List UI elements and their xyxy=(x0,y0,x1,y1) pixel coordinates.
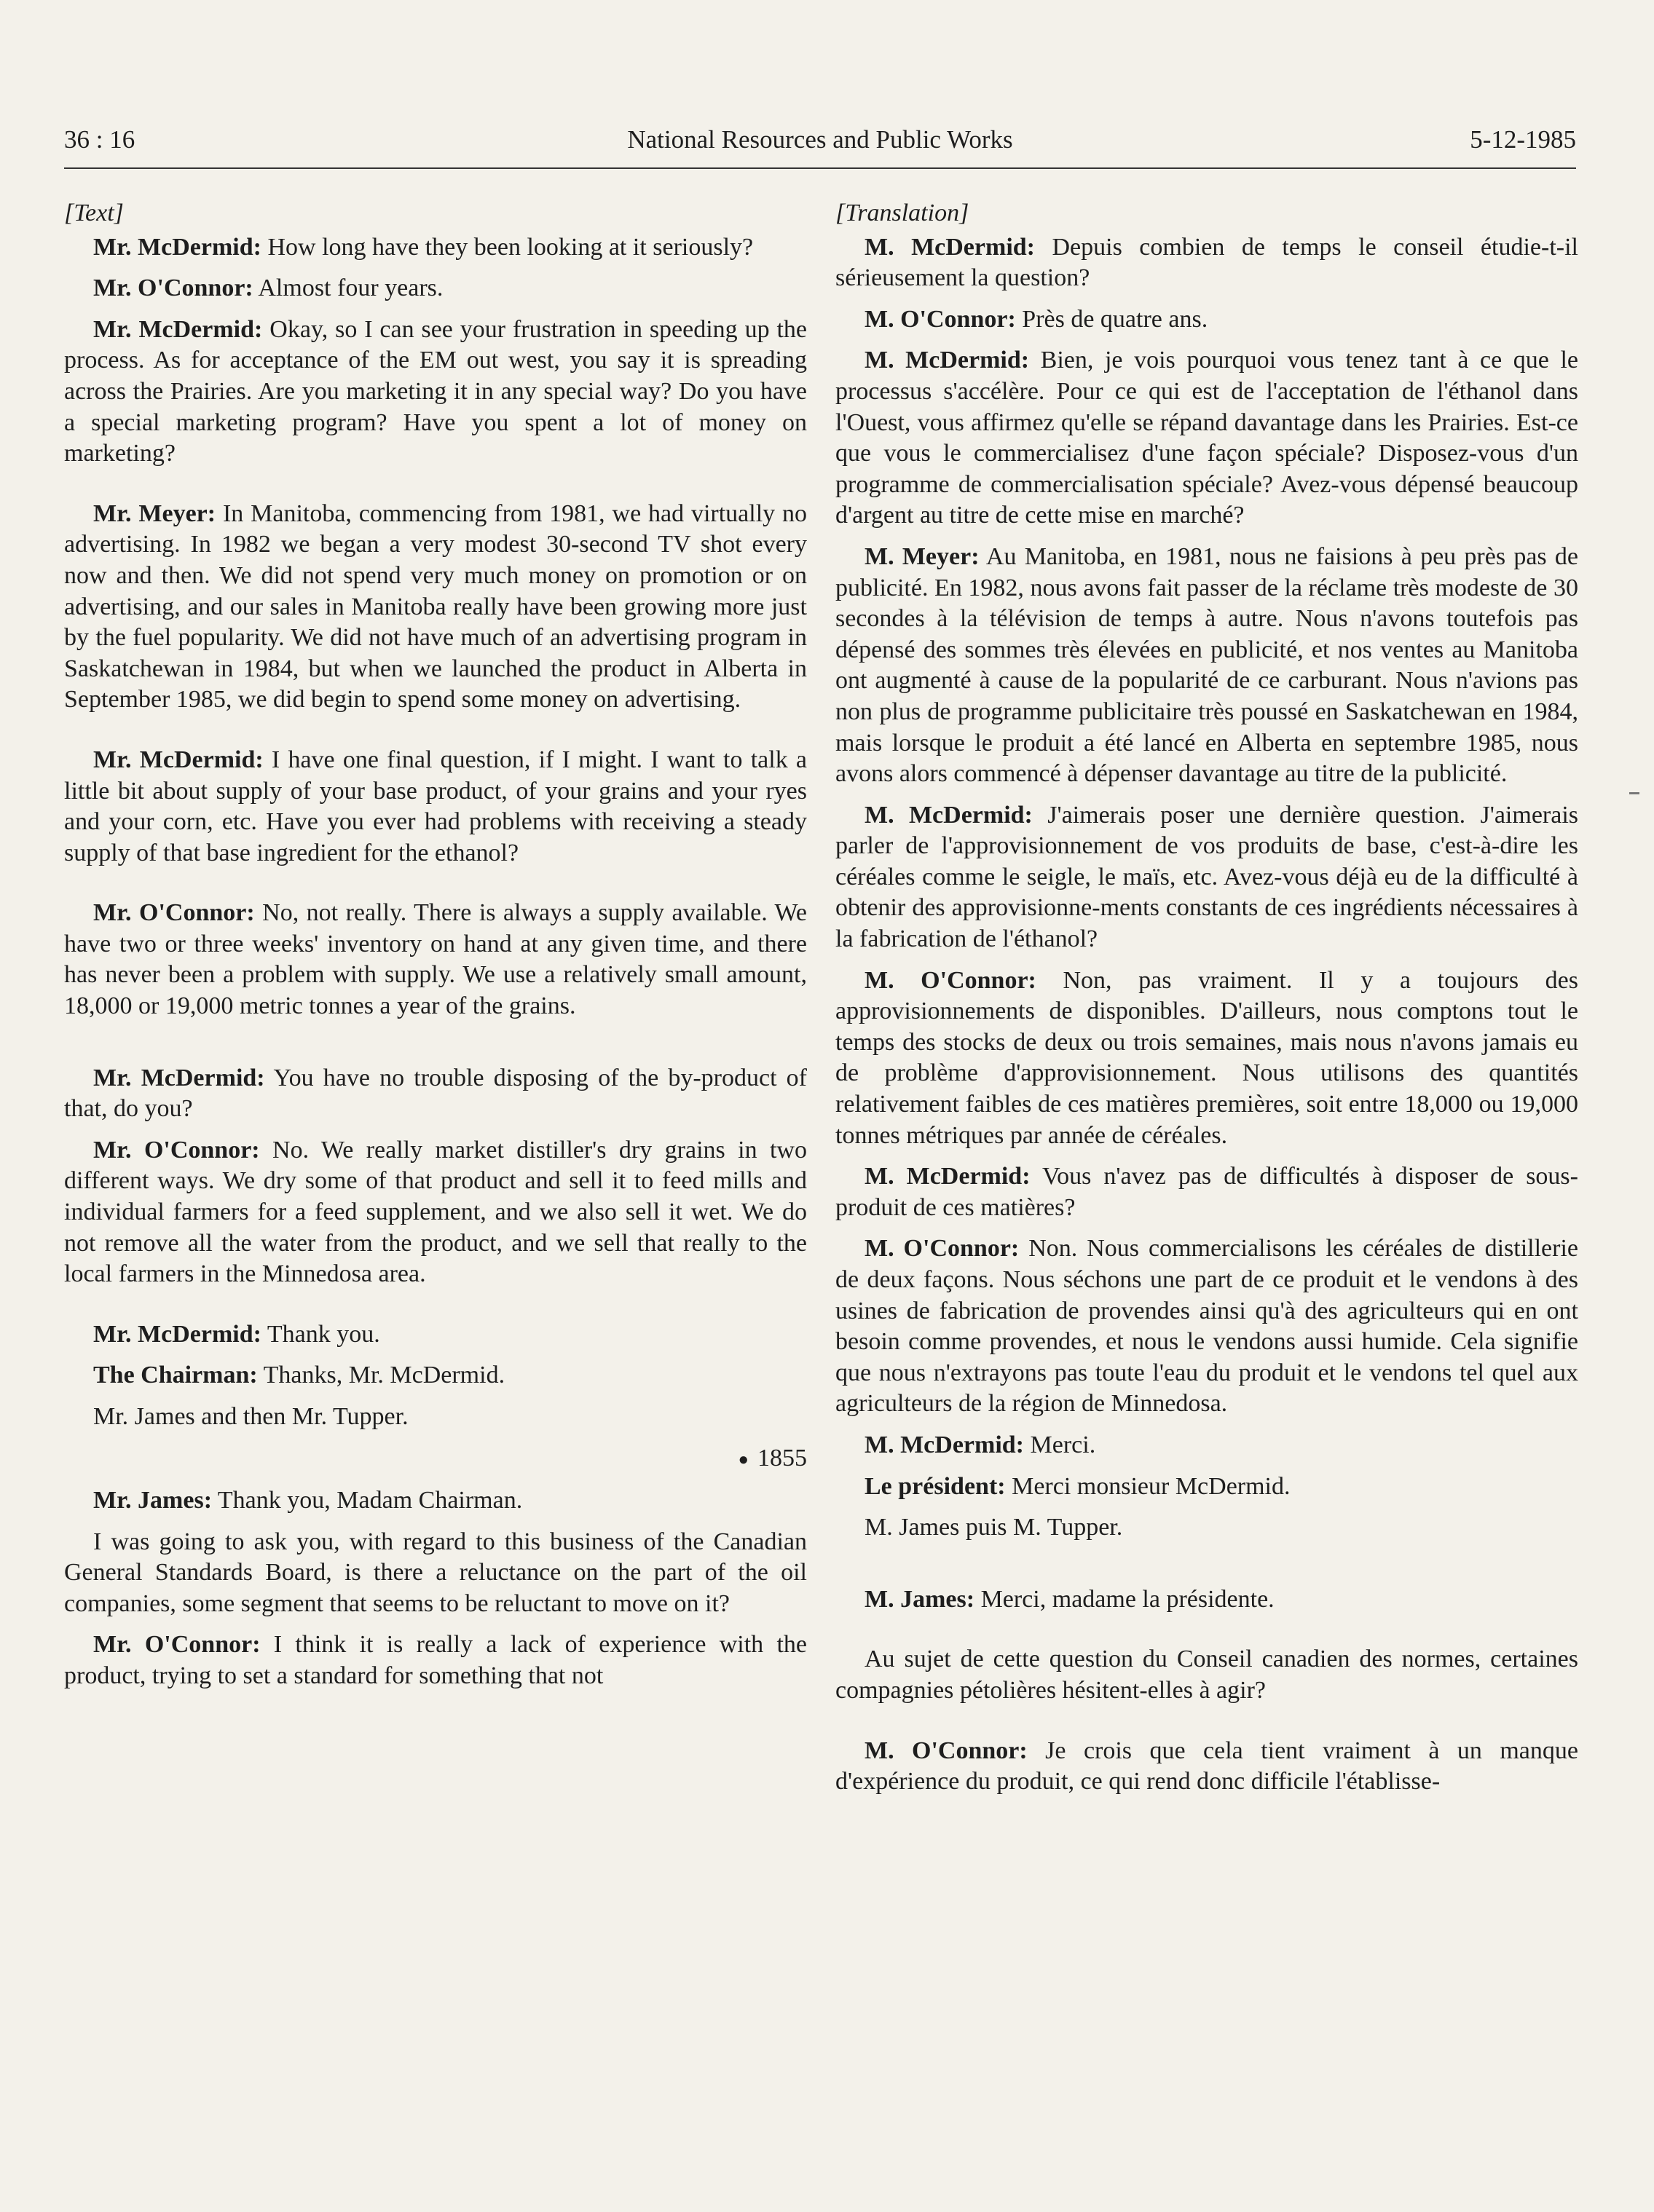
speaker-name: Mr. McDermid: xyxy=(93,1064,265,1091)
speech-text: Depuis combien de temps le conseil étudie-t-il sérieusement la question? xyxy=(835,233,1578,292)
transcript-paragraph xyxy=(835,232,1578,294)
speaker-name: Mr. O'Connor: xyxy=(93,1631,261,1659)
transcript-paragraph xyxy=(64,1135,807,1290)
transcript-paragraph xyxy=(64,1319,807,1351)
committee-title: National Resources and Public Works xyxy=(627,125,1013,154)
speaker-name: Mr. McDermid: xyxy=(93,315,263,343)
speech-text: I have one final question, if I might. I want to talk a little bit about supply of your base product, of your grains and your ryes and your corn, etc. Have you ever had problems with receiving a steady supply of that base ingredient for the ethanol? xyxy=(64,746,807,866)
speech-text: Au sujet de cette question du Conseil canadien des normes, certaines compagnies pétolières hésitent-elles à agir? xyxy=(835,1646,1578,1704)
transcript-paragraph xyxy=(835,345,1578,532)
transcript-paragraph xyxy=(64,898,807,1022)
speaker-name: Mr. McDermid: xyxy=(93,746,264,773)
translation-tag: [Translation] xyxy=(835,200,969,226)
speaker-name: Mr. James: xyxy=(93,1487,213,1514)
speech-text: Thanks, Mr. McDermid. xyxy=(257,1362,505,1389)
speech-text: Près de quatre ans. xyxy=(1015,305,1208,333)
transcript-paragraph xyxy=(835,1644,1578,1706)
speaker-name: M. O'Connor: xyxy=(865,966,1036,994)
transcript-paragraph xyxy=(835,800,1578,955)
speech-text: Vous n'avez pas de difficultés à disposer de sous-produit de ces matières? xyxy=(835,1163,1578,1221)
page-header xyxy=(64,125,1576,166)
speech-text: Mr. James and then Mr. Tupper. xyxy=(93,1403,409,1430)
speaker-name: M. McDermid: xyxy=(865,1163,1031,1190)
transcript-paragraph xyxy=(64,1527,807,1620)
page-date: 5-12-1985 xyxy=(1470,125,1576,154)
transcript-paragraph xyxy=(64,1063,807,1125)
speech-text: You have no trouble disposing of the by-product of that, do you? xyxy=(64,1064,807,1123)
speaker-name: Mr. O'Connor: xyxy=(93,899,255,927)
speaker-name: Mr. McDermid: xyxy=(93,233,261,261)
transcript-paragraph xyxy=(835,542,1578,790)
speaker-name: The Chairman: xyxy=(93,1362,258,1389)
speech-text: Okay, so I can see your frustration in speeding up the process. As for acceptance of the EM out west, you say it is spreading across the Prairies. Are you marketing it in any special way? Do you have a special marketing program? Have you spent a lot of money on marketing? xyxy=(64,315,807,467)
transcript-paragraph xyxy=(64,232,807,264)
transcript-paragraph xyxy=(835,1233,1578,1420)
header-rule xyxy=(64,167,1576,169)
transcript-paragraph xyxy=(64,745,807,869)
speech-text: Thank you, Madam Chairman. xyxy=(212,1487,523,1514)
bullet-icon: ● xyxy=(738,1450,749,1469)
transcript-paragraph xyxy=(64,499,807,716)
speaker-name: Mr. O'Connor: xyxy=(93,1136,260,1164)
speaker-name: Mr. McDermid: xyxy=(93,1320,261,1348)
transcript-paragraph xyxy=(64,273,807,304)
time-marker xyxy=(64,1443,807,1476)
speaker-name: Mr. Meyer: xyxy=(93,499,216,527)
speech-text: No, not really. There is always a supply available. We have two or three weeks' inventory on hand at any given time, and there has never been a problem with supply. We use a relatively small amount, 18,000 or 19,000 metric tonnes a year of the grains. xyxy=(64,899,807,1020)
transcript-paragraph xyxy=(835,1430,1578,1461)
french-column xyxy=(835,198,1578,1808)
speaker-name: M. Meyer: xyxy=(865,542,980,570)
transcript-paragraph xyxy=(835,1161,1578,1223)
time-value: 1855 xyxy=(757,1444,807,1472)
speech-text: Non, pas vraiment. Il y a toujours des approvisionnements de disponibles. D'ailleurs, nous comptons tout le temps des stocks de deux ou trois semaines, mais nous n'avons jamais eu de problème d'approvisionnement. Nous utilisons des quantités relativement faibles de ces matières premières, soit entre 18,000 ou 19,000 tonnes métriques par année de céréales. xyxy=(835,966,1578,1149)
speech-text: J'aimerais poser une dernière question. J'aimerais parler de l'approvisionnement de vos produits de base, c'est-à-dire les céréales comme le seigle, le maïs, etc. Avez-vous déjà eu de la difficulté à obtenir des approvisionne-ments constants de ces ingrédients nécessaires à la fabrication de l'éthanol? xyxy=(835,801,1578,953)
page-number: 36 : 16 xyxy=(64,125,135,154)
transcript-paragraph xyxy=(64,1630,807,1691)
transcript-paragraph xyxy=(835,304,1578,336)
speech-text: Thank you. xyxy=(261,1320,380,1348)
speaker-name: M. McDermid: xyxy=(865,801,1033,829)
transcript-paragraph xyxy=(64,1402,807,1433)
speech-text: No. We really market distiller's dry grains in two different ways. We dry some of that product and sell it to feed mills and individual farmers for a feed supplement, and we also sell it wet. We do not remove all the water from the product, and we sell that really to the local farmers in the Minnedosa area. xyxy=(64,1136,807,1288)
speaker-name: Mr. O'Connor: xyxy=(93,274,253,302)
speech-text: Merci monsieur McDermid. xyxy=(1005,1472,1291,1500)
speech-text: I was going to ask you, with regard to this business of the Canadian General Standards Board, is there a reluctance on the part of the oil companies, some segment that seems to be reluctant to move on it? xyxy=(64,1528,807,1617)
margin-mark xyxy=(1629,792,1639,794)
text-tag: [Text] xyxy=(64,200,124,226)
transcript-paragraph xyxy=(64,1485,807,1517)
speech-text: Merci. xyxy=(1024,1431,1096,1458)
speech-text: How long have they been looking at it seriously? xyxy=(261,233,754,261)
speaker-name: M. McDermid: xyxy=(865,233,1035,261)
transcript-paragraph xyxy=(64,315,807,470)
transcript-paragraph xyxy=(835,1512,1578,1544)
speech-text: M. James puis M. Tupper. xyxy=(865,1514,1123,1541)
speaker-name: Le président: xyxy=(865,1472,1006,1500)
speaker-name: M. O'Connor: xyxy=(865,1235,1020,1263)
speech-text: Non. Nous commercialisons les céréales de distillerie de deux façons. Nous séchons une part de ce produit et le vendons à des usines de fabrication de provendes ainsi qu'à des agriculteurs qui en ont besoin comme provendes, et nous le vendons aussi humide. Cela signifie que nous n'extrayons pas toute l'eau du produit et le vendons tel quel aux agriculteurs de la région de Minnedosa. xyxy=(835,1235,1578,1418)
speech-text: In Manitoba, commencing from 1981, we had virtually no advertising. In 1982 we began a very modest 30-second TV shot every now and then. We did not spend very much money on promotion or on advertising, and our sales in Manitoba really have been growing more just by the fuel popularity. We did not have much of an advertising program in Saskatchewan in 1984, but when we launched the product in Alberta in September 1985, we did begin to spend some money on advertising. xyxy=(64,499,808,714)
transcript-paragraph xyxy=(835,965,1578,1152)
speaker-name: M. O'Connor: xyxy=(865,1737,1028,1764)
transcript-paragraph xyxy=(835,1736,1578,1798)
speech-text: Je crois que cela tient vraiment à un manque d'expérience du produit, ce qui rend donc difficile l'établisse- xyxy=(835,1737,1578,1796)
speaker-name: M. McDermid: xyxy=(865,347,1030,374)
speech-text: Au Manitoba, en 1981, nous ne faisions à peu près pas de publicité. En 1982, nous avons fait passer de la réclame très modeste de 30 secondes à la télévision de temps à autre. Nous n'avons toutefois pas dépensé des sommes très élevées en publicité, et nos ventes au Manitoba ont augmenté à cause de la popularité de ce carburant. Nous n'avions pas non plus de programme publicitaire très poussé en Saskatchewan en 1984, mais lorsque le produit a été lancé en Alberta en septembre 1985, nous avons alors commencé à dépenser davantage au titre de la publicité. xyxy=(835,542,1578,788)
speech-text: Bien, je vois pourquoi vous tenez tant à ce que le processus s'accélère. Pour ce qui est de l'acceptation de l'éthanol dans l'Ouest, vous affirmez qu'elle se répand davantage dans les Prairies. Est-ce que vous le commercialisez d'une façon spéciale? Disposez-vous d'un programme de commercialisation spéciale? Avez-vous dépensé beaucoup d'argent au titre de cette mise en marché? xyxy=(835,347,1578,529)
transcript-paragraph xyxy=(835,1472,1578,1503)
speech-text: Merci, madame la présidente. xyxy=(974,1585,1275,1613)
english-column xyxy=(64,198,807,1702)
speech-text: I think it is really a lack of experience with the product, trying to set a standard for something that not xyxy=(64,1631,807,1690)
speaker-name: M. McDermid: xyxy=(865,1431,1025,1458)
transcript-paragraph xyxy=(64,1360,807,1391)
speech-text: Almost four years. xyxy=(253,274,444,302)
speaker-name: M. O'Connor: xyxy=(865,305,1016,333)
speaker-name: M. James: xyxy=(865,1585,975,1613)
transcript-paragraph xyxy=(835,1584,1578,1616)
